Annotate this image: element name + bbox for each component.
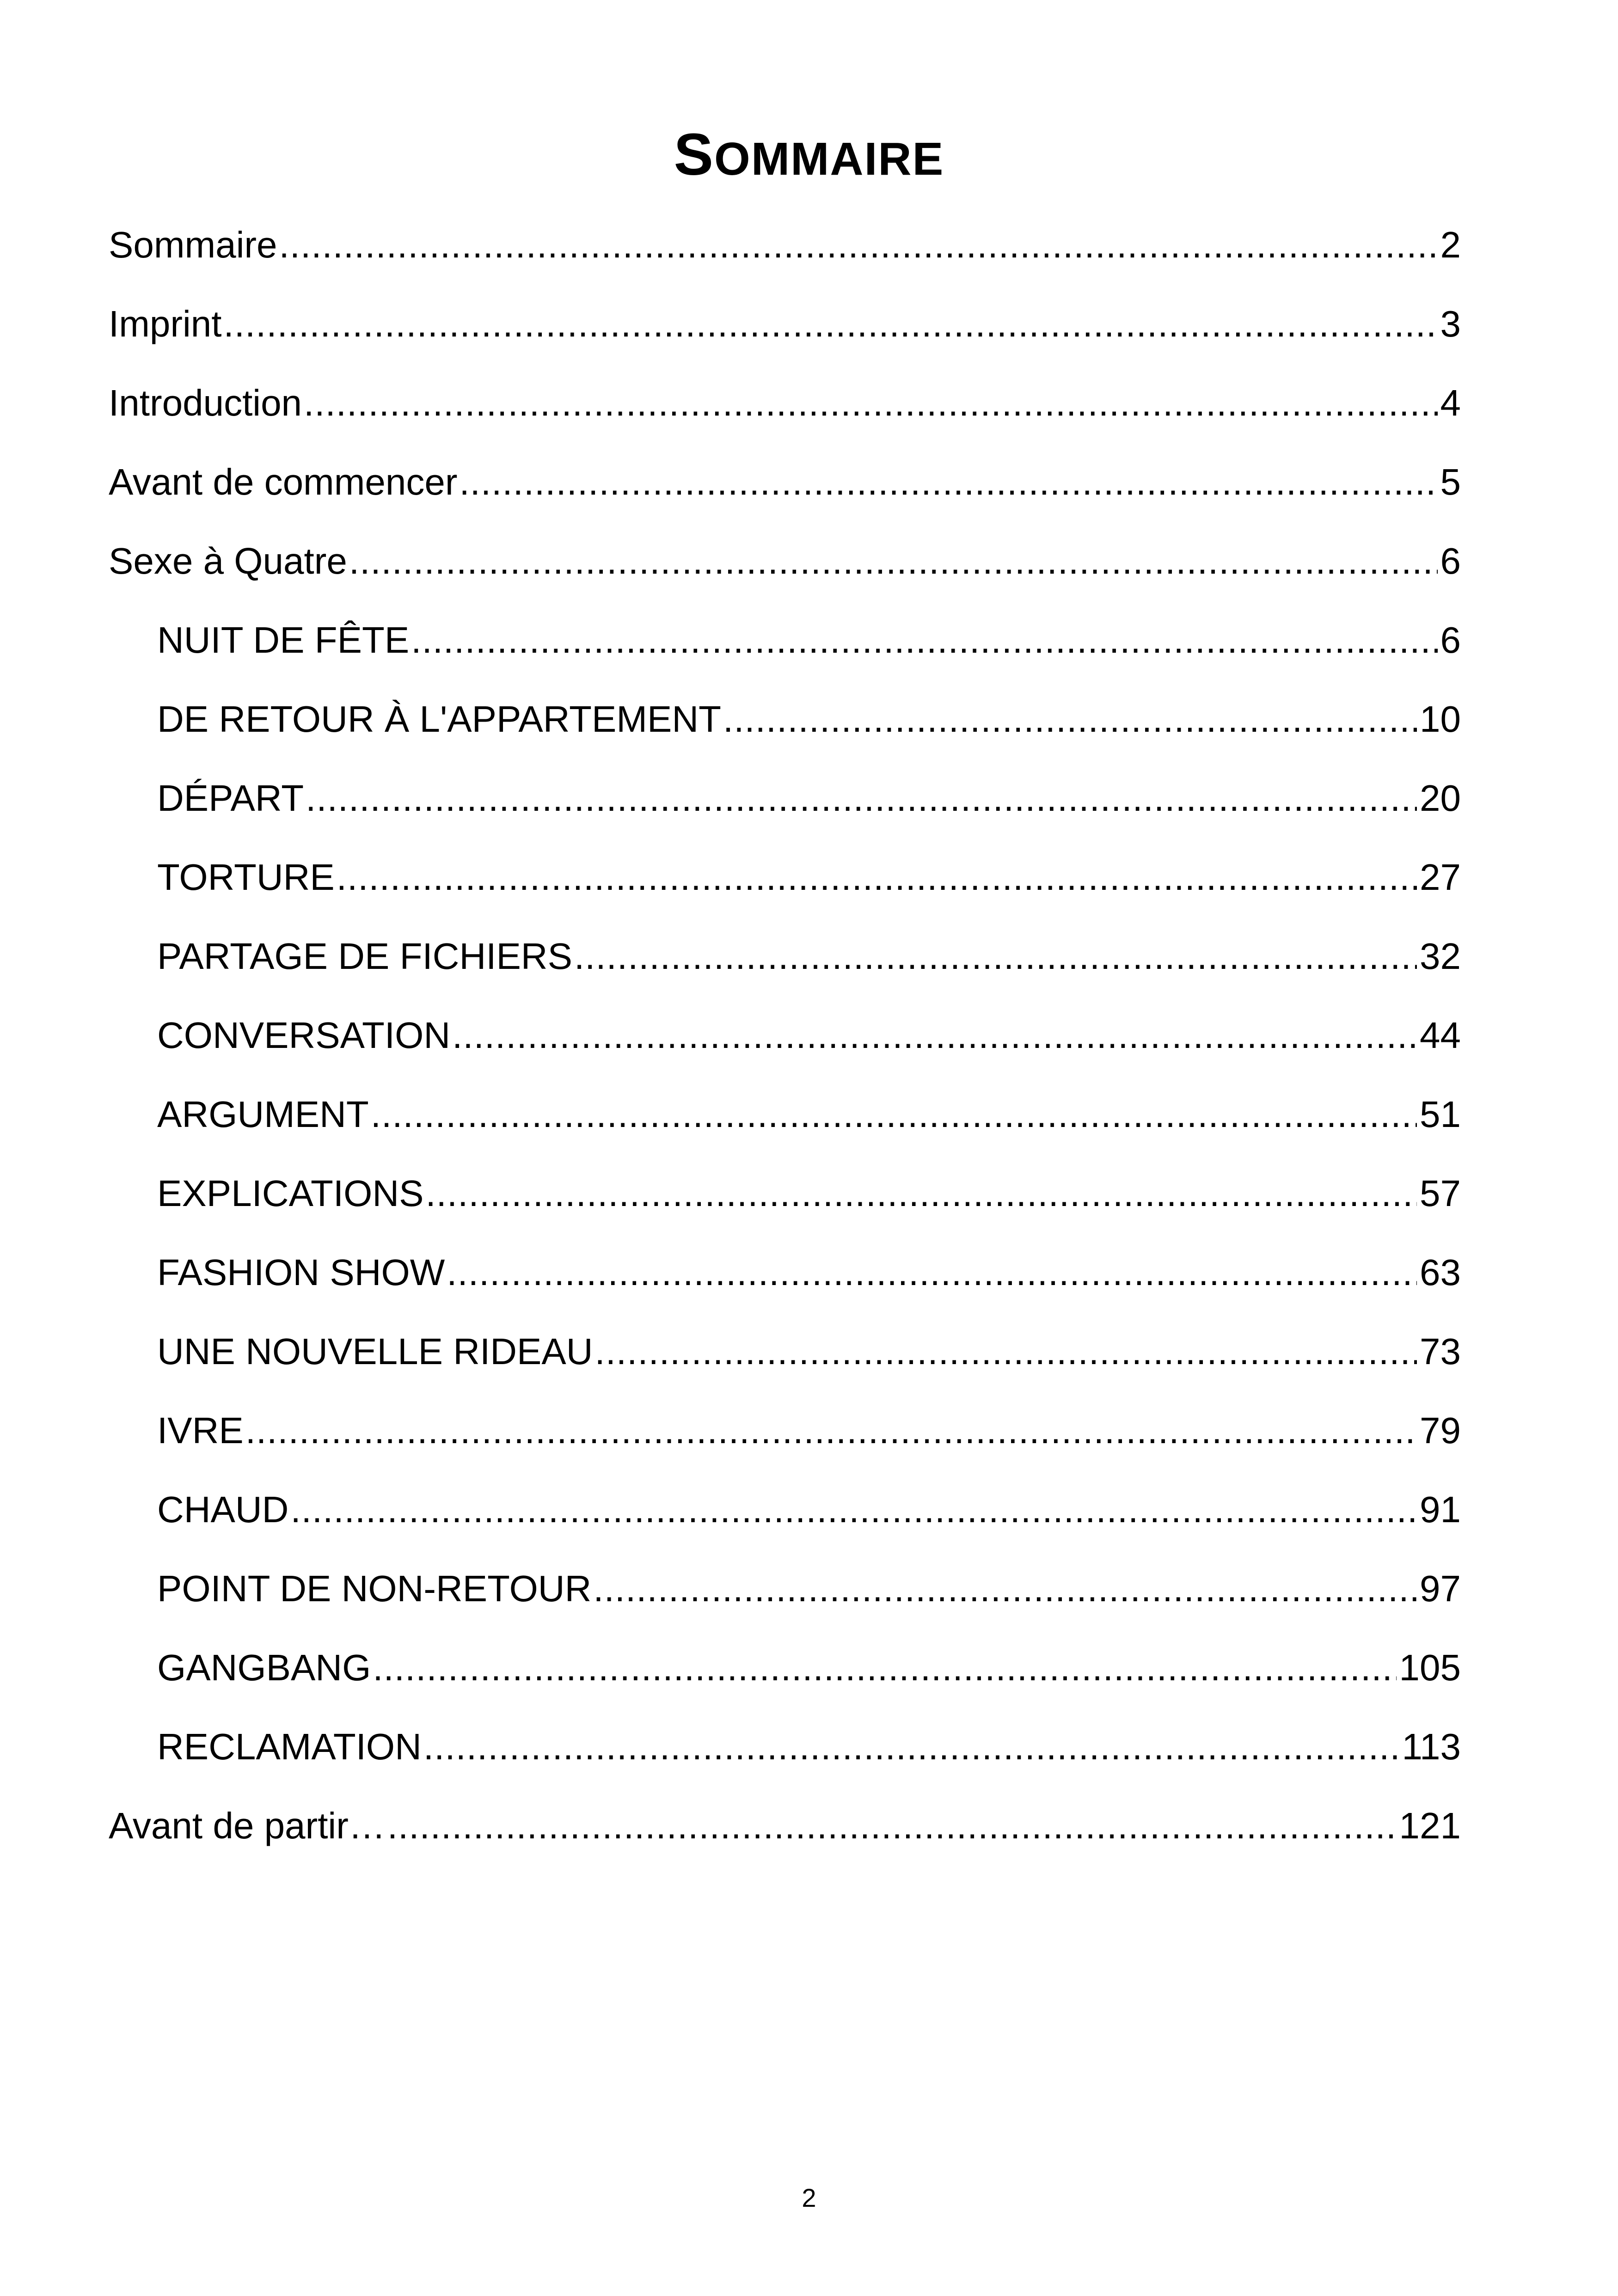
toc-entry-page: 3 (1440, 303, 1461, 344)
dot-leader (594, 1322, 1417, 1382)
toc-entry[interactable] (109, 294, 1461, 373)
toc-entry[interactable] (109, 1084, 1461, 1163)
dot-leader (306, 768, 1417, 828)
toc-entry[interactable] (109, 1163, 1461, 1243)
toc-entry-label: CHAUD (157, 1489, 289, 1530)
toc-entry[interactable] (109, 531, 1461, 610)
toc-entry[interactable] (109, 1243, 1461, 1322)
toc-entry-page: 32 (1420, 936, 1461, 977)
toc-entry[interactable] (109, 1559, 1461, 1638)
toc-entry-label: FASHION SHOW (157, 1252, 445, 1293)
dot-leader (387, 1796, 1397, 1856)
toc-entry[interactable] (109, 1796, 1461, 1875)
toc-entry-label: Avant de partir… (109, 1805, 386, 1846)
toc-entry-label: Sexe à Quatre (109, 540, 347, 582)
dot-leader (371, 1084, 1417, 1145)
toc-entry-page: 105 (1399, 1647, 1461, 1688)
dot-leader (447, 1243, 1417, 1303)
dot-leader (224, 294, 1438, 354)
toc-entry-page: 91 (1420, 1489, 1461, 1530)
toc-entry-label: Sommaire (109, 224, 277, 265)
dot-leader (349, 531, 1438, 591)
dot-leader (290, 1480, 1417, 1540)
dot-leader (245, 1401, 1417, 1461)
toc-entry-page: 27 (1420, 857, 1461, 898)
dot-leader (459, 452, 1437, 512)
dot-leader (425, 1163, 1417, 1224)
toc-entry-page: 2 (1440, 224, 1461, 265)
toc-entry[interactable] (109, 215, 1461, 294)
dot-leader (723, 689, 1417, 749)
toc-entry-label: Introduction (109, 382, 302, 423)
toc-entry-label: Imprint (109, 303, 222, 344)
toc-entry-label: CONVERSATION (157, 1015, 451, 1056)
toc-entry-page: 6 (1440, 540, 1461, 582)
toc-entry-page: 10 (1420, 698, 1461, 740)
toc-entry-page: 5 (1440, 461, 1461, 502)
toc-entry-label: EXPLICATIONS (157, 1173, 424, 1214)
page-title-rest: OMMAIRE (714, 133, 944, 185)
toc-entry-page: 97 (1420, 1568, 1461, 1609)
page-title (0, 118, 1618, 196)
toc-entry-page: 6 (1440, 619, 1461, 661)
dot-leader (452, 1005, 1417, 1065)
toc-entry[interactable] (109, 1717, 1461, 1796)
dot-leader (279, 215, 1438, 275)
dot-leader (337, 847, 1417, 907)
toc-entry[interactable] (109, 768, 1461, 847)
toc-entry[interactable] (109, 689, 1461, 768)
toc-entry-label: IVRE (157, 1410, 244, 1451)
toc-entry[interactable] (109, 1005, 1461, 1084)
toc-entry-page: 44 (1420, 1015, 1461, 1056)
dot-leader (423, 1717, 1399, 1777)
toc-entry-label: DÉPART (157, 778, 304, 819)
dot-leader (304, 373, 1437, 433)
toc-entry[interactable] (109, 1401, 1461, 1480)
toc-entry[interactable] (109, 926, 1461, 1005)
toc-entry-label: DE RETOUR À L'APPARTEMENT (157, 698, 721, 740)
toc-entry[interactable] (109, 1322, 1461, 1401)
toc-entry-page: 20 (1420, 778, 1461, 819)
toc-entry-label: Avant de commencer (109, 461, 458, 502)
toc-entry-page: 113 (1402, 1726, 1461, 1767)
toc-entry-label: RECLAMATION (157, 1726, 422, 1767)
toc-entry[interactable] (109, 847, 1461, 926)
dot-leader (373, 1638, 1396, 1698)
toc-entry-label: ARGUMENT (157, 1094, 369, 1135)
toc-entry-label: NUIT DE FÊTE (157, 619, 410, 661)
toc-entry[interactable] (109, 373, 1461, 452)
dot-leader (574, 926, 1417, 986)
toc-entry-page: 4 (1440, 382, 1461, 423)
table-of-contents (109, 215, 1461, 1875)
toc-entry[interactable] (109, 610, 1461, 689)
toc-entry-label: PARTAGE DE FICHIERS (157, 936, 572, 977)
toc-entry-label: POINT DE NON-RETOUR (157, 1568, 592, 1609)
toc-entry[interactable] (109, 1638, 1461, 1717)
toc-entry[interactable] (109, 452, 1461, 531)
page-title-initial: S (674, 122, 715, 188)
toc-entry-page: 79 (1420, 1410, 1461, 1451)
toc-entry-page: 57 (1420, 1173, 1461, 1214)
dot-leader (411, 610, 1437, 670)
toc-entry-page: 73 (1420, 1331, 1461, 1372)
toc-entry-label: GANGBANG (157, 1647, 371, 1688)
toc-entry[interactable] (109, 1480, 1461, 1559)
page-number: 2 (802, 2183, 816, 2212)
toc-entry-page: 51 (1420, 1094, 1461, 1135)
toc-entry-label: UNE NOUVELLE RIDEAU (157, 1331, 593, 1372)
dot-leader (593, 1559, 1417, 1619)
toc-entry-page: 121 (1399, 1805, 1461, 1846)
toc-entry-page: 63 (1420, 1252, 1461, 1293)
toc-entry-label: TORTURE (157, 857, 335, 898)
